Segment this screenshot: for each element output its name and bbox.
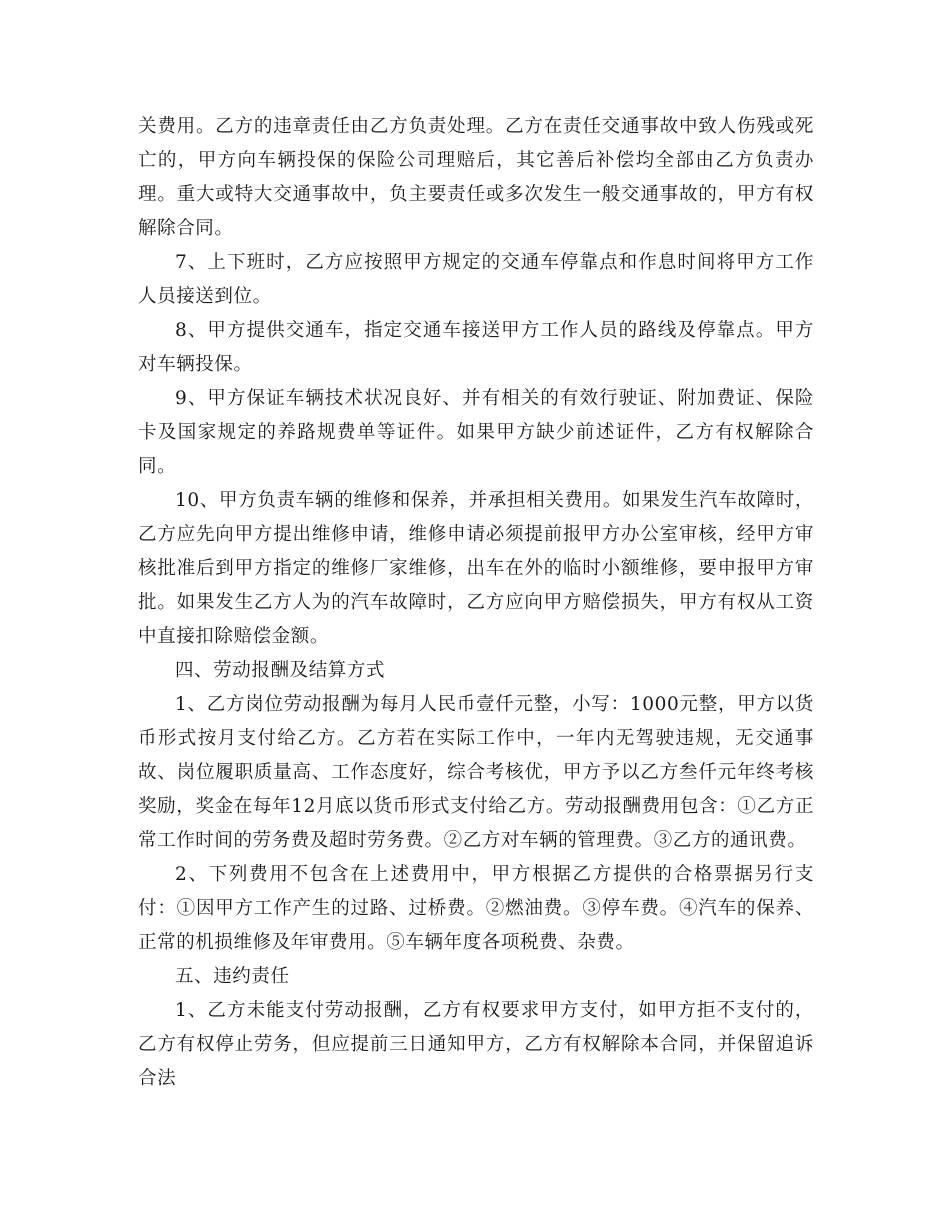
section-heading-4: 四、劳动报酬及结算方式 <box>175 660 386 681</box>
paragraph-clause-8: 8、甲方提供交通车，指定交通车接送甲方工作人员的路线及停靠点。甲方对车辆投保。 <box>138 320 814 375</box>
paragraph-clause-10: 10、甲方负责车辆的维修和保养，并承担相关费用。如果发生汽车故障时，乙方应先向甲方提出维修申请，维修申请必须提前报甲方办公室审核，经甲方审核批准后到甲方指定的维修厂家维修，出车在外的临时小额维修，要申报甲方审批。如果发生乙方人为的汽车故障时，乙方应向甲方赔偿损失，甲方有权从工资中直接扣除赔偿金额。 <box>138 490 814 647</box>
paragraph-clause-9: 9、甲方保证车辆技术状况良好、并有相关的有效行驶证、附加费证、保险卡及国家规定的养路规费单等证件。如果甲方缺少前述证件，乙方有权解除合同。 <box>138 388 814 477</box>
document-body <box>138 110 814 1096</box>
paragraph-remuneration-2: 2、下列费用不包含在上述费用中，甲方根据乙方提供的合格票据另行支付：①因甲方工作产生的过路、过桥费。②燃油费。③停车费。④汽车的保养、正常的机损维修及年审费用。⑤车辆年度各项税费、杂费。 <box>138 864 814 953</box>
paragraph-remuneration-1: 1、乙方岗位劳动报酬为每月人民币壹仟元整，小写：1000元整，甲方以货币形式按月支付给乙方。乙方若在实际工作中，一年内无驾驶违规，无交通事故、岗位履职质量高、工作态度好，综合考核优，甲方予以乙方叁仟元年终考核奖励，奖金在每年12月底以货币形式支付给乙方。劳动报酬费用包含：①乙方正常工作时间的劳务费及超时劳务费。②乙方对车辆的管理费。③乙方的通讯费。 <box>138 694 814 851</box>
paragraph-clause-7: 7、上下班时，乙方应按照甲方规定的交通车停靠点和作息时间将甲方工作人员接送到位。 <box>138 252 814 307</box>
paragraph-liability-1: 1、乙方未能支付劳动报酬，乙方有权要求甲方支付，如甲方拒不支付的，乙方有权停止劳务，但应提前三日通知甲方，乙方有权解除本合同，并保留追诉合法 <box>138 1000 814 1089</box>
paragraph-continuation: 关费用。乙方的违章责任由乙方负责处理。乙方在责任交通事故中致人伤残或死亡的，甲方向车辆投保的保险公司理赔后，其它善后补偿均全部由乙方负责办理。重大或特大交通事故中，负主要责任或多次发生一般交通事故的，甲方有权解除合同。 <box>138 116 814 239</box>
section-heading-5: 五、违约责任 <box>175 966 290 987</box>
